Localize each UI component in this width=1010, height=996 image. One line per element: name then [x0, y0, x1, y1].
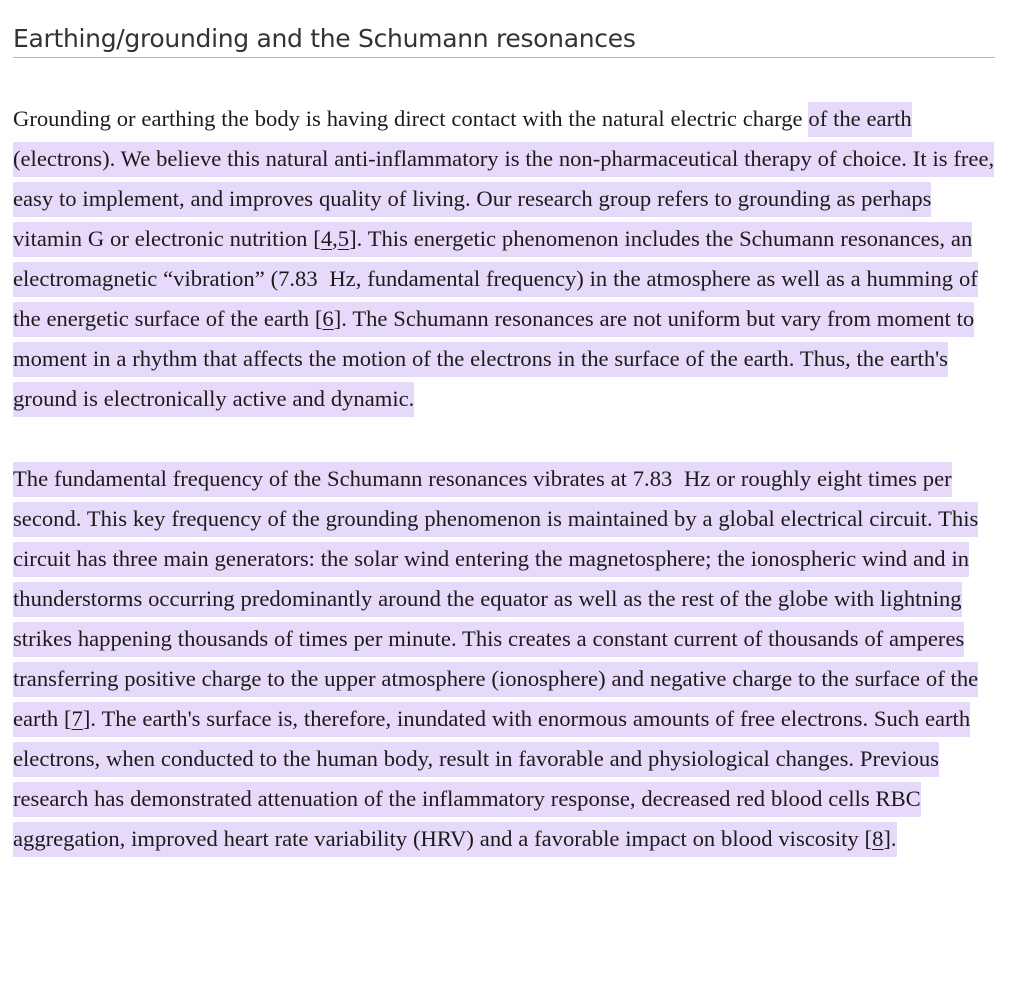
paragraph-1-unselected-text: Grounding or earthing the body is having direct contact with the natural electric charge [13, 106, 809, 131]
paragraph-1-text-c: ]. The Schumann resonances are not uniform but vary from moment to moment in a rhythm that affects the motion of the electrons in the surface of the earth. Thus, the earth's ground is electronically active and dynamic. [13, 306, 975, 411]
citation-link-4[interactable]: 4 [320, 226, 333, 251]
paragraph-2-text-a: The fundamental frequency of the Schumann resonances vibrates at 7.83 Hz or roughly eight times per second. This key frequency of the grounding phenomenon is maintained by a global electrical circuit. This circuit has three main generators: the solar wind entering the magnetosphere; the ionospheric wind and in thunderstorms occurring predominantly around the equator as well as the rest of the globe with lightning strikes happening thousands of times per minute. This creates a constant current of thousands of amperes transferring positive charge to the upper atmosphere (ionosphere) and negative charge to the surface of the earth [ [13, 466, 979, 731]
paragraph-2-text-b: ]. The earth's surface is, therefore, inundated with enormous amounts of free electrons. Such earth electrons, when conducted to the human body, result in favorable and physiological changes. Previous research has demonstrated attenuation of the inflammatory response, decreased red blood cells RBC aggregation, improved heart rate variability (HRV) and a favorable impact on blood viscosity [ [13, 706, 971, 851]
citation-link-8[interactable]: 8 [872, 826, 884, 851]
paragraph-1-text-b: ]. This energetic phenomenon includes the Schumann resonances, an electromagnetic “vibration” (7.83 Hz, fundamental frequency) in the atmosphere as well as a humming of the energetic surface of the earth [ [13, 226, 978, 331]
paragraph-2-selected-text [13, 462, 978, 857]
citation-separator: , [332, 226, 338, 251]
citation-link-6[interactable]: 6 [322, 306, 334, 331]
section-heading: Earthing/grounding and the Schumann resonances [13, 0, 995, 58]
article-section [13, 0, 995, 859]
paragraph-2 [13, 459, 995, 859]
citation-link-5[interactable]: 5 [337, 226, 350, 251]
paragraph-2-text-c: ]. [883, 826, 897, 851]
paragraph-1-selected-text [13, 102, 994, 417]
paragraph-1 [13, 99, 995, 419]
citation-link-7[interactable]: 7 [71, 706, 83, 731]
paragraph-1-text-a: of the earth (electrons). We believe this natural anti-inflammatory is the non-pharmaceutical therapy of choice. It is free, easy to implement, and improves quality of living. Our research group refers to grounding as perhaps vitamin G or electronic nutrition [ [13, 106, 995, 251]
